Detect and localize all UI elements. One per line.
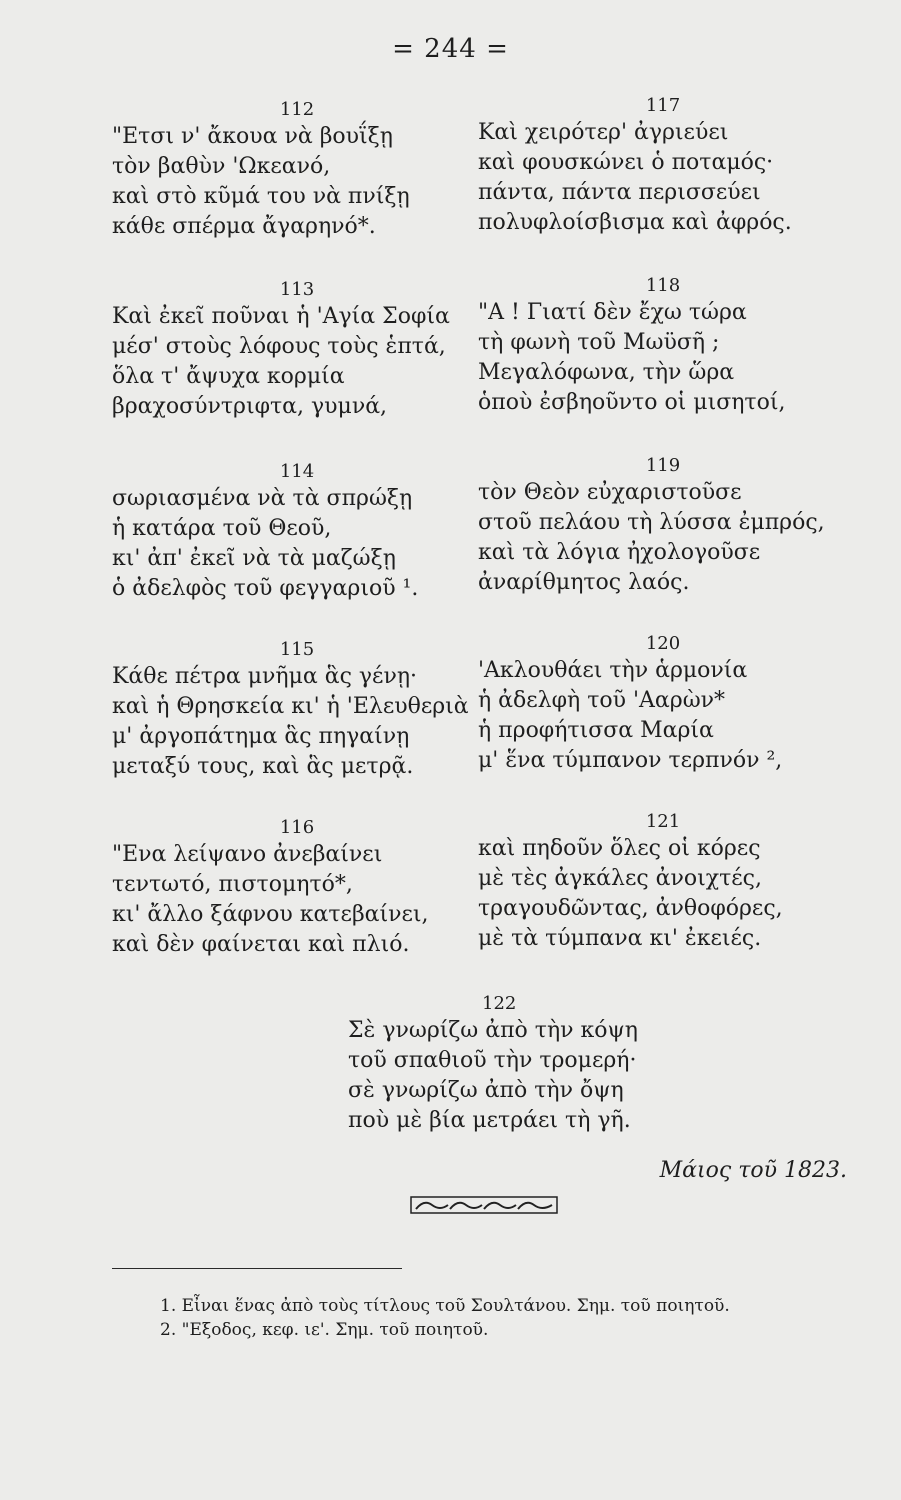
verse-line: ἀναρίθμητος λαός.	[478, 570, 690, 595]
verse-line: Μεγαλόφωνα, τὴν ὥρα	[478, 360, 735, 385]
stanza-118	[478, 276, 848, 418]
verse-line: "Α ! Γιατί δὲν ἔχω τώρα	[478, 300, 747, 325]
verse-line: μεταξύ τους, καὶ ἃς μετρᾷ.	[112, 754, 414, 779]
verse-line: μ' ἀργοπάτημα ἃς πηγαίνῃ	[112, 724, 410, 749]
verse-line: ὁ ἀδελφὸς τοῦ φεγγαριοῦ ¹.	[112, 576, 419, 601]
stanza-number: 117	[645, 95, 681, 116]
footnote-1: 1. Εἶναι ἕνας ἀπὸ τοὺς τίτλους τοῦ Σουλτάνου. Σημ. τοῦ ποιητοῦ.	[160, 1296, 730, 1316]
stanza-122	[348, 994, 718, 1136]
verse-line: καὶ στὸ κῦμά του νὰ πνίξῃ	[112, 184, 410, 209]
verse-line: καὶ πηδοῦν ὅλες οἱ κόρες	[478, 836, 761, 861]
stanza-120	[478, 634, 848, 776]
verse-line: ποὺ μὲ βία μετράει τὴ γῆ.	[348, 1108, 631, 1133]
ornament-divider	[410, 1196, 558, 1214]
verse-line: "Ενα λείψανο ἀνεβαίνει	[112, 842, 383, 867]
verse-line: μὲ τὲς ἀγκάλες ἀνοιχτές,	[478, 866, 762, 891]
verse-line: στοῦ πελάου τὴ λύσσα ἐμπρός,	[478, 510, 825, 535]
verse-line: "Ετσι ν' ἄκουα νὰ βουΐξῃ	[112, 124, 393, 149]
verse-line: μὲ τὰ τύμπανα κι' ἐκειές.	[478, 926, 762, 951]
verse-line: βραχοσύντριφτα, γυμνά,	[112, 394, 388, 419]
verse-line: τοῦ σπαθιοῦ τὴν τρομερή·	[348, 1048, 637, 1073]
verse-line: ὅλα τ' ἄψυχα κορμία	[112, 364, 345, 389]
verse-line: καὶ ἡ Θρησκεία κι' ἡ 'Ελευθεριὰ	[112, 694, 469, 719]
verse-line: τὴ φωνὴ τοῦ Μωϋσῆ ;	[478, 330, 720, 355]
date-line: Μάιος τοῦ 1823.	[659, 1158, 847, 1183]
verse-line: ἡ ἀδελφὴ τοῦ 'Ααρὼν*	[478, 688, 726, 713]
verse-line: μέσ' στοὺς λόφους τοὺς ἑπτά,	[112, 334, 446, 359]
stanza-115	[112, 640, 482, 782]
stanza-number: 119	[645, 455, 681, 476]
verse-line: κάθε σπέρμα ἄγαρηνό*.	[112, 214, 376, 239]
verse-line: πολυφλοίσβισμα καὶ ἀφρός.	[478, 210, 792, 235]
stanza-number: 122	[482, 993, 517, 1014]
verse-line: τεντωτό, πιστομητό*,	[112, 872, 353, 897]
verse-line: καὶ δὲν φαίνεται καὶ πλιό.	[112, 932, 410, 957]
stanza-113	[112, 280, 482, 422]
stanza-112	[112, 100, 482, 242]
stanza-number: 121	[645, 811, 681, 832]
verse-line: σωριασμένα νὰ τὰ σπρώξῃ	[112, 486, 413, 511]
verse-line: ἡ κατάρα τοῦ Θεοῦ,	[112, 516, 332, 541]
verse-line: κι' ἀπ' ἐκεῖ νὰ τὰ μαζώξῃ	[112, 546, 396, 571]
stanza-117	[478, 96, 848, 238]
stanza-121	[478, 812, 848, 954]
verse-line: τὸν βαθὺν 'Ωκεανό,	[112, 154, 331, 179]
stanza-119	[478, 456, 848, 598]
verse-line: σὲ γνωρίζω ἀπὸ τὴν ὄψη	[348, 1078, 624, 1103]
stanza-116	[112, 818, 482, 960]
stanza-number: 120	[645, 633, 681, 654]
verse-line: τραγουδῶντας, ἀνθοφόρες,	[478, 896, 783, 921]
verse-line: τὸν Θεὸν εὐχαριστοῦσε	[478, 480, 742, 505]
stanza-number: 112	[279, 99, 315, 120]
verse-line: Κάθε πέτρα μνῆμα ἃς γένῃ·	[112, 664, 418, 689]
footnote-rule	[112, 1268, 402, 1269]
footnotes	[160, 1294, 890, 1342]
stanza-number: 118	[645, 275, 681, 296]
stanza-number: 116	[279, 817, 315, 838]
page-number: = 244 =	[392, 34, 509, 64]
verse-line: ὁποὺ ἐσβηοῦντο οἱ μισητοί,	[478, 390, 786, 415]
stanza-number: 114	[279, 461, 315, 482]
verse-line: μ' ἕνα τύμπανον τερπνόν ²,	[478, 748, 783, 773]
verse-line: Καὶ ἐκεῖ ποῦναι ἡ 'Αγία Σοφία	[112, 304, 450, 329]
stanza-number: 113	[279, 279, 315, 300]
footnote-2: 2. "Εξοδος, κεφ. ιε'. Σημ. τοῦ ποιητοῦ.	[160, 1320, 489, 1340]
verse-line: καὶ τὰ λόγια ἠχολογοῦσε	[478, 540, 761, 565]
verse-line: Σὲ γνωρίζω ἀπὸ τὴν κόψη	[348, 1018, 638, 1043]
verse-line: 'Ακλουθάει τὴν ἁρμονία	[478, 658, 748, 683]
verse-line: καὶ φουσκώνει ὁ ποταμός·	[478, 150, 774, 175]
verse-line: πάντα, πάντα περισσεύει	[478, 180, 761, 205]
verse-line: Καὶ χειρότερ' ἀγριεύει	[478, 120, 729, 145]
verse-line: ἡ προφήτισσα Μαρία	[478, 718, 714, 743]
verse-line: κι' ἄλλο ξάφνου κατεβαίνει,	[112, 902, 429, 927]
stanza-number: 115	[279, 639, 315, 660]
stanza-114	[112, 462, 482, 604]
